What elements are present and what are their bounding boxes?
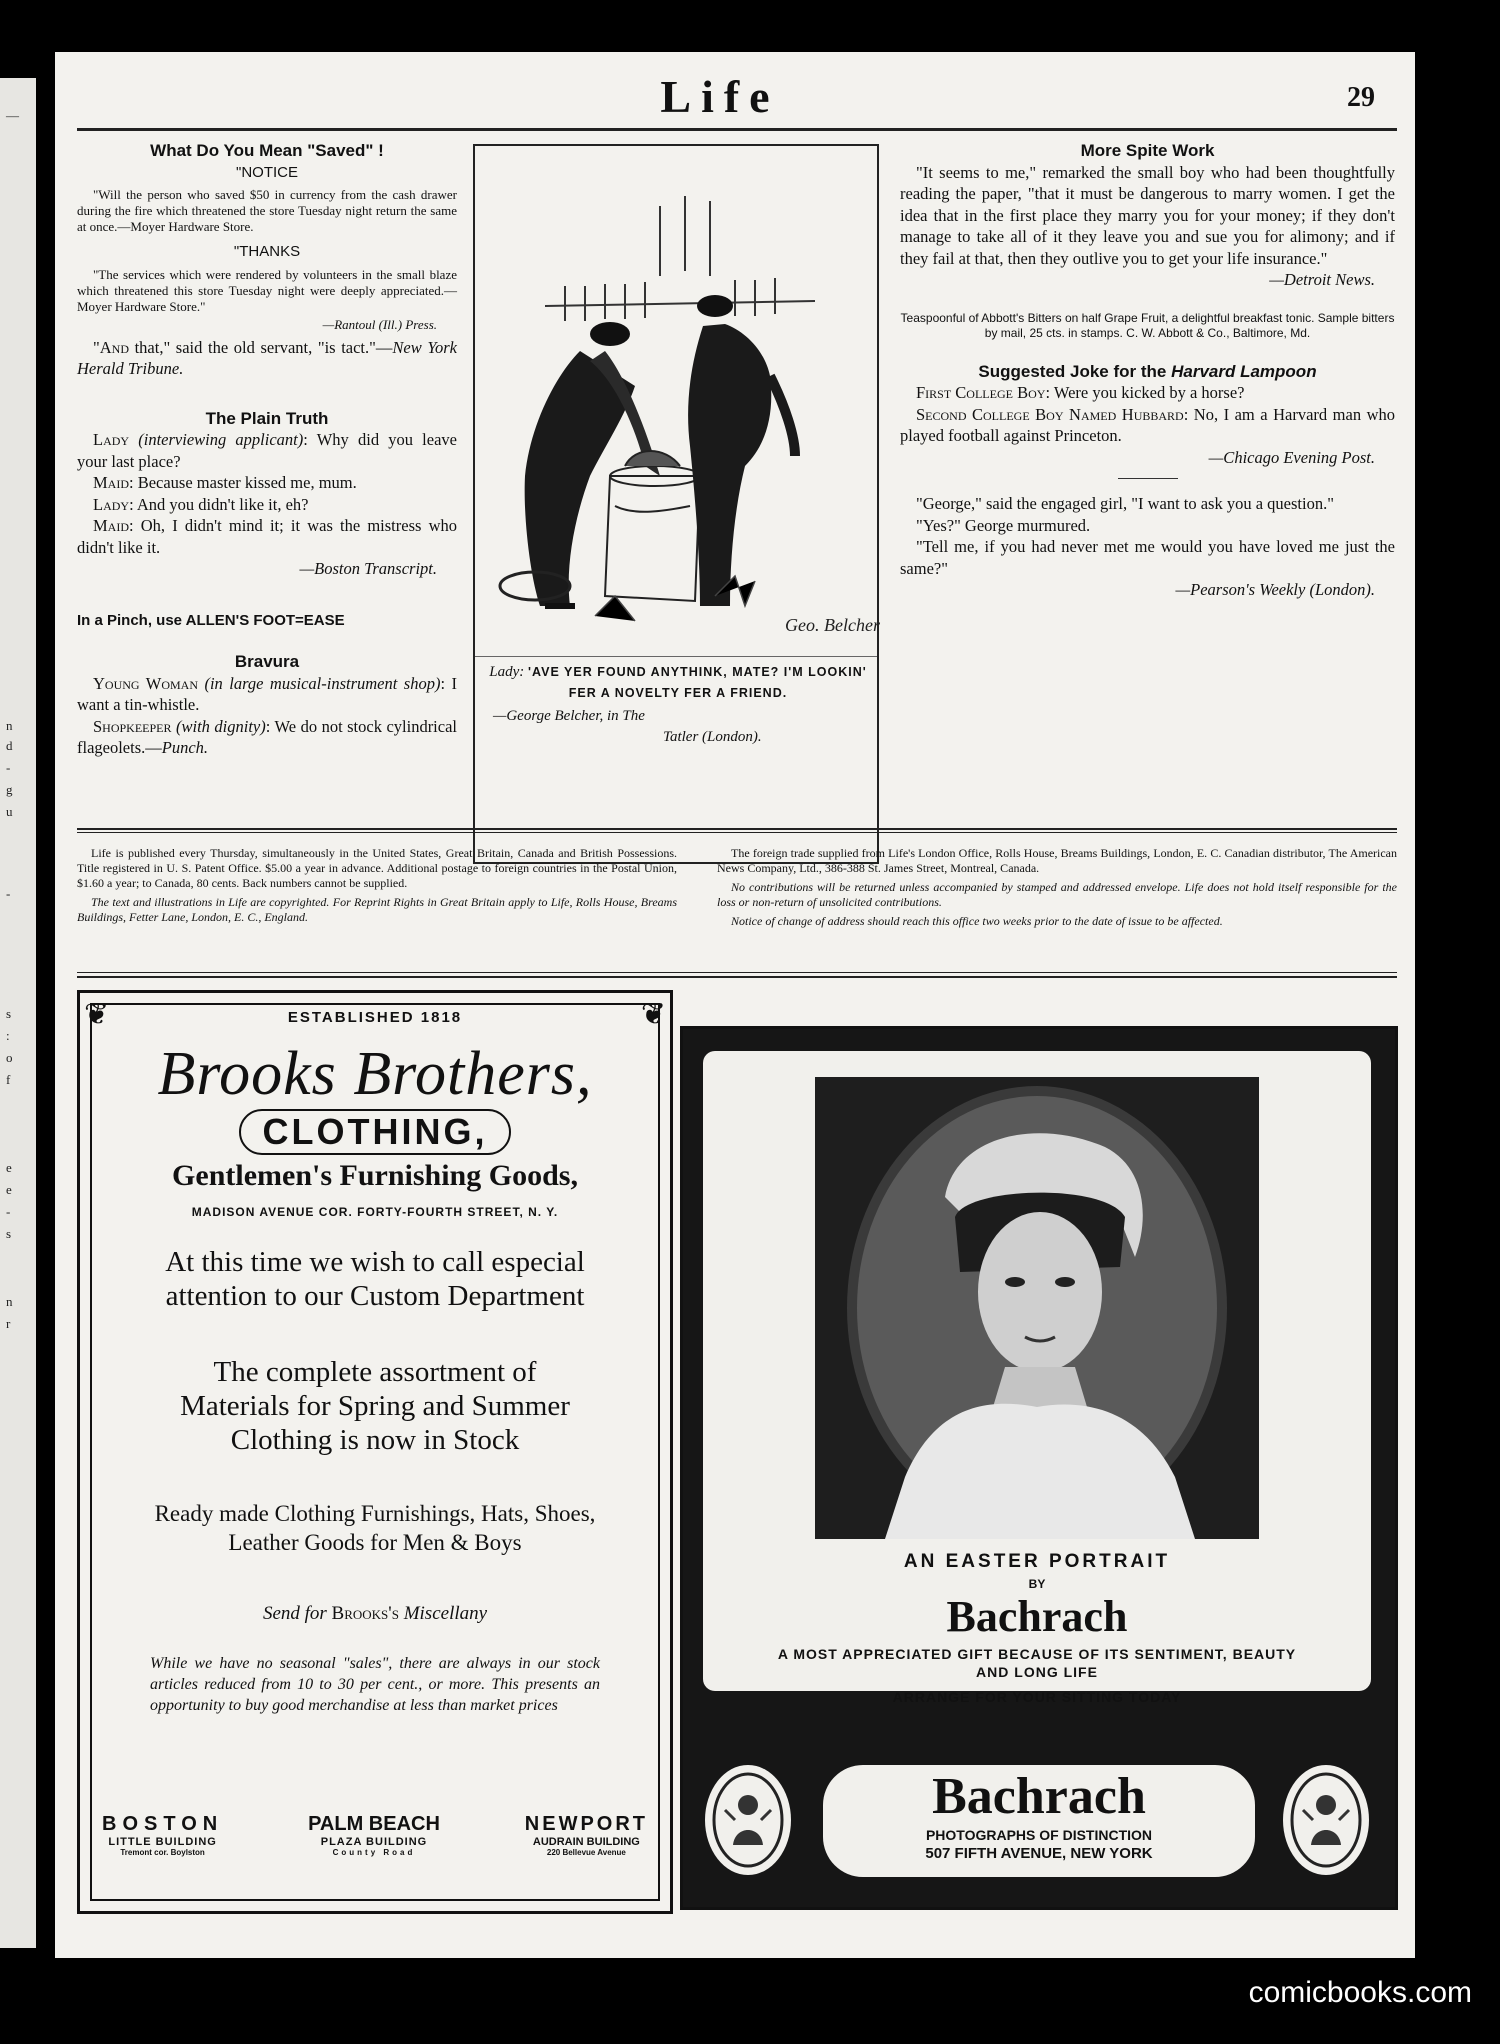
dialogue-line bbox=[900, 404, 1395, 447]
page-number: 29 bbox=[1347, 82, 1375, 113]
abbott-bitters-ad: Teaspoonful of Abbott's Bitters on half Grape Fruit, a delightful breakfast tonic. Sample bitters by mail, 25 cts. in stamps. C. W. Abbott & Co., Baltimore, Md. bbox=[900, 310, 1395, 340]
easter-portrait-headline: AN EASTER PORTRAIT bbox=[903, 1551, 1171, 1572]
bachrach-ad bbox=[680, 1026, 1398, 1910]
previous-page-edge bbox=[0, 78, 36, 1948]
stage-direction: (interviewing applicant) bbox=[138, 430, 304, 449]
cartoon-signature: Geo. Belcher bbox=[785, 615, 880, 635]
bravura-source: Punch. bbox=[161, 738, 209, 757]
bachrach-tagline: A MOST APPRECIATED GIFT BECAUSE OF ITS SENTIMENT, BEAUTY AND LONG LIFE bbox=[777, 1646, 1297, 1680]
bachrach-logo-name: Bachrach bbox=[932, 1768, 1146, 1825]
subscription-info: Life is published every Thursday, simultaneously in the United States, Great Britain, Canada and British Possessions. Title registered in U. S. Patent Office. $5.00 a year in advance. Additional postage to foreign countries in the Postal Union, $1.60 a year; to Canada, 80 cents. Back numbers cannot be supplied. bbox=[77, 846, 677, 890]
furnishing-goods-line: Gentlemen's Furnishing Goods, bbox=[172, 1159, 578, 1192]
store-city: PALM BEACH bbox=[308, 1813, 440, 1835]
bravura-title: Bravura bbox=[234, 652, 300, 671]
cartoon-divider bbox=[475, 656, 877, 657]
corner-ornament-icon: ❦ bbox=[640, 997, 666, 1032]
publication-info-right bbox=[717, 846, 1397, 929]
send-for-line: Send for Brooks's Miscellany bbox=[262, 1603, 488, 1624]
bachrach-panel bbox=[703, 1051, 1371, 1705]
saved-title: What Do You Mean "Saved" ! bbox=[150, 141, 384, 160]
cherub-medallion-icon bbox=[705, 1765, 791, 1875]
edge-letter: n bbox=[6, 1294, 13, 1309]
brooks-brothers-ad bbox=[77, 990, 673, 1914]
george-line: "Tell me, if you had never met me would you have loved me just the same?" bbox=[900, 537, 1395, 578]
dialogue-line bbox=[77, 472, 457, 494]
line-text: : Oh, I didn't mind it; it was the mistress who didn't like it. bbox=[77, 516, 457, 557]
spite-title: More Spite Work bbox=[1080, 141, 1215, 160]
cartoon-caption bbox=[483, 662, 873, 748]
speaker: Young Woman bbox=[93, 673, 198, 693]
store-location bbox=[102, 1813, 223, 1857]
edge-letter: r bbox=[6, 1316, 11, 1331]
by-label: BY bbox=[1028, 1577, 1046, 1591]
spite-text: "It seems to me," remarked the small boy who had been thoughtfully reading the paper, "that it must be dangerous to marry women. I get the idea that in the first place they marry you for your money; if they don't manage to take all of it they leave you and sue you for alimony; and if they fail at that, then they outlive you to get your life insurance." bbox=[900, 162, 1395, 268]
saved-closing bbox=[77, 337, 457, 380]
edge-letter: — bbox=[6, 108, 19, 123]
store-locations bbox=[102, 1813, 648, 1857]
george-line: "George," said the engaged girl, "I want to ask you a question." bbox=[916, 494, 1334, 513]
notice-text: "Will the person who saved $50 in currency from the cash drawer during the fire which threatened the store Tuesday night return the same at once.—Moyer Hardware Store. bbox=[77, 187, 457, 234]
line-text: : Why did you leave your last place? bbox=[77, 430, 457, 471]
edge-letter: - bbox=[6, 760, 11, 775]
established-line: ESTABLISHED 1818 bbox=[287, 1009, 463, 1026]
plain-truth-title: The Plain Truth bbox=[205, 408, 329, 428]
edge-letter: : bbox=[6, 1028, 10, 1043]
lampoon-title: Suggested Joke for the Harvard Lampoon bbox=[978, 361, 1317, 381]
store-city: BOSTON bbox=[102, 1813, 224, 1835]
edge-letter: g bbox=[6, 782, 13, 797]
store-city: NEWPORT bbox=[524, 1813, 648, 1835]
george-source: —Pearson's Weekly (London). bbox=[1175, 580, 1375, 599]
speaker: Second College Boy Named Hubbard bbox=[916, 404, 1184, 424]
watermark: comicbooks.com bbox=[1248, 1976, 1472, 2009]
allens-foot-ease-ad: In a Pinch, use ALLEN'S FOOT=EASE bbox=[77, 611, 345, 629]
no-sales-note: While we have no seasonal "sales", there are always in our stock articles reduced from 10 to 30 per cent., or more. This presents an opportunity to buy good merchandise at less than market prices bbox=[150, 1655, 600, 1714]
line-text: : Were you kicked by a horse? bbox=[1045, 383, 1245, 402]
spring-materials-text: The complete assortment of Materials for Spring and Summer Clothing is now in Stock bbox=[180, 1356, 570, 1456]
line-text: : I want a tin-whistle. bbox=[77, 673, 457, 714]
left-column bbox=[77, 140, 457, 759]
saved-article bbox=[77, 140, 457, 380]
brooks-address: MADISON AVENUE COR. FORTY-FOURTH STREET, N. Y. bbox=[191, 1205, 559, 1219]
closing-lead: "And bbox=[93, 337, 129, 357]
edge-letter: s bbox=[6, 1006, 12, 1021]
store-location bbox=[525, 1813, 648, 1857]
store-building: AUDRAIN BUILDING bbox=[532, 1836, 640, 1848]
george-article bbox=[900, 493, 1395, 601]
edge-letter: o bbox=[6, 1050, 13, 1065]
edge-letter: e bbox=[6, 1182, 12, 1197]
thanks-label: "THANKS bbox=[233, 243, 301, 260]
line-text: : No, I am a Harvard man who played football against Princeton. bbox=[900, 404, 1395, 445]
edge-letter: - bbox=[6, 886, 11, 901]
contributions-info: No contributions will be returned unless accompanied by stamped and addressed envelope. Life does not hold itself responsible for the loss or non-return of unsolicited contributions. bbox=[717, 880, 1397, 909]
bachrach-name: Bachrach bbox=[946, 1592, 1128, 1641]
bravura-article bbox=[77, 651, 457, 759]
caption-text: 'AVE YER FOUND ANYTHINK, MATE? I'M LOOKIN' FER A NOVELTY FER A FRIEND. bbox=[528, 665, 867, 700]
store-building: PLAZA BUILDING bbox=[320, 1836, 428, 1848]
portrait-frame bbox=[815, 1077, 1259, 1539]
dialogue-line bbox=[77, 494, 457, 516]
edge-letter: s bbox=[6, 1226, 12, 1241]
right-column bbox=[900, 140, 1395, 601]
footer-rule-top-2 bbox=[77, 832, 1397, 833]
cartoon-frame bbox=[473, 144, 879, 864]
footer-rule-top bbox=[77, 828, 1397, 830]
store-street: Tremont cor. Boylston bbox=[120, 1848, 205, 1857]
cartoon-credit-2: Tatler (London). bbox=[663, 729, 762, 745]
edge-letter: e bbox=[6, 1160, 12, 1175]
bachrach-logo-address: 507 FIFTH AVENUE, NEW YORK bbox=[925, 1845, 1153, 1862]
lampoon-title-italic: Harvard Lampoon bbox=[1171, 361, 1317, 381]
lampoon-article bbox=[900, 361, 1395, 469]
store-building: LITTLE BUILDING bbox=[108, 1836, 217, 1848]
sitting-cta: ARRANGE FOR YOUR SITTING TODAY bbox=[892, 1689, 1182, 1705]
speaker: Maid bbox=[93, 516, 129, 535]
publication-info-left bbox=[77, 846, 677, 925]
custom-department-text: At this time we wish to call especial attention to our Custom Department bbox=[165, 1246, 585, 1312]
footer-rule-bottom-2 bbox=[77, 976, 1397, 978]
closing-source: New York Herald Tribune. bbox=[77, 337, 457, 378]
spite-source: —Detroit News. bbox=[1269, 270, 1375, 289]
corner-ornament-icon: ❦ bbox=[84, 997, 110, 1032]
bachrach-logo-line1: PHOTOGRAPHS OF DISTINCTION bbox=[925, 1827, 1153, 1843]
speaker: Lady bbox=[93, 430, 130, 449]
edge-letter: - bbox=[6, 1204, 11, 1219]
brooks-brothers-script: Brooks Brothers, bbox=[157, 1040, 593, 1108]
line-text: : Because master kissed me, mum. bbox=[129, 473, 357, 492]
dialogue-line bbox=[77, 515, 457, 558]
cherub-medallion-icon bbox=[1283, 1765, 1369, 1875]
speaker: Shopkeeper bbox=[93, 716, 172, 736]
magazine-page bbox=[55, 52, 1415, 1958]
edge-letter: u bbox=[6, 804, 13, 819]
distribution-info: The foreign trade supplied from Life's London Office, Rolls House, Breams Buildings, London, E. C. Canadian distributor, The American News Company, Ltd., 386-388 St. James Street, Montreal, Canada. bbox=[717, 846, 1397, 875]
george-line: "Yes?" George murmured. bbox=[916, 515, 1091, 535]
portrait-photo bbox=[815, 1077, 1259, 1539]
notice-label: "NOTICE bbox=[236, 163, 298, 181]
store-location bbox=[308, 1813, 440, 1857]
bachrach-logo-plate bbox=[823, 1765, 1255, 1877]
dialogue-line bbox=[77, 716, 457, 759]
clothing-label: CLOTHING, bbox=[239, 1109, 512, 1155]
store-street: County Road bbox=[332, 1848, 416, 1857]
edge-letter: n bbox=[6, 718, 13, 733]
caption-quote bbox=[483, 662, 873, 704]
thanks-source: —Rantoul (Ill.) Press. bbox=[322, 316, 437, 332]
line-text: : We do not stock cylindrical flageolets.— bbox=[77, 716, 457, 757]
masthead: Life bbox=[660, 71, 780, 122]
plain-truth-article bbox=[77, 408, 457, 580]
stage-direction: (with dignity) bbox=[176, 716, 266, 736]
cartoon-credit-1: —George Belcher, in The bbox=[493, 708, 645, 724]
speaker: Maid bbox=[93, 473, 129, 492]
edge-letter: d bbox=[6, 738, 13, 753]
cartoon-illustration bbox=[485, 176, 880, 646]
closing-text: that," said the old servant, "is tact."— bbox=[128, 337, 393, 357]
caption-speaker: Lady: bbox=[489, 664, 525, 680]
store-street: 220 Bellevue Avenue bbox=[546, 1848, 626, 1857]
thanks-text: "The services which were rendered by volunteers in the small blaze which threatened this store Tuesday night were deeply appreciated.—Moyer Hardware Store." bbox=[77, 266, 457, 314]
speaker: First College Boy bbox=[916, 383, 1046, 402]
brooks-name: Brooks's bbox=[331, 1603, 399, 1624]
section-divider bbox=[1118, 478, 1178, 479]
dialogue-line bbox=[900, 382, 1395, 404]
clothing-heading bbox=[80, 1109, 670, 1155]
speaker: Lady bbox=[93, 494, 130, 514]
masthead-rule bbox=[77, 128, 1397, 131]
copyright-info: The text and illustrations in Life are copyrighted. For Reprint Rights in Great Britain apply to Life, Rolls House, Breams Buildings, Fetter Lane, London, E. C., England. bbox=[77, 895, 677, 924]
lampoon-source: —Chicago Evening Post. bbox=[1208, 447, 1375, 467]
dialogue-line bbox=[77, 429, 457, 472]
spite-article bbox=[900, 140, 1395, 291]
line-text: : And you didn't like it, eh? bbox=[129, 494, 309, 514]
edge-letter: f bbox=[6, 1072, 11, 1087]
footer-rule-bottom bbox=[77, 972, 1397, 973]
plain-truth-source: —Boston Transcript. bbox=[299, 559, 437, 578]
ready-made-text: Ready made Clothing Furnishings, Hats, Shoes, Leather Goods for Men & Boys bbox=[154, 1501, 596, 1555]
dialogue-line bbox=[77, 673, 457, 716]
address-change-info: Notice of change of address should reach this office two weeks prior to the date of issue to be affected. bbox=[731, 914, 1223, 928]
stage-direction: (in large musical-instrument shop) bbox=[204, 673, 441, 693]
